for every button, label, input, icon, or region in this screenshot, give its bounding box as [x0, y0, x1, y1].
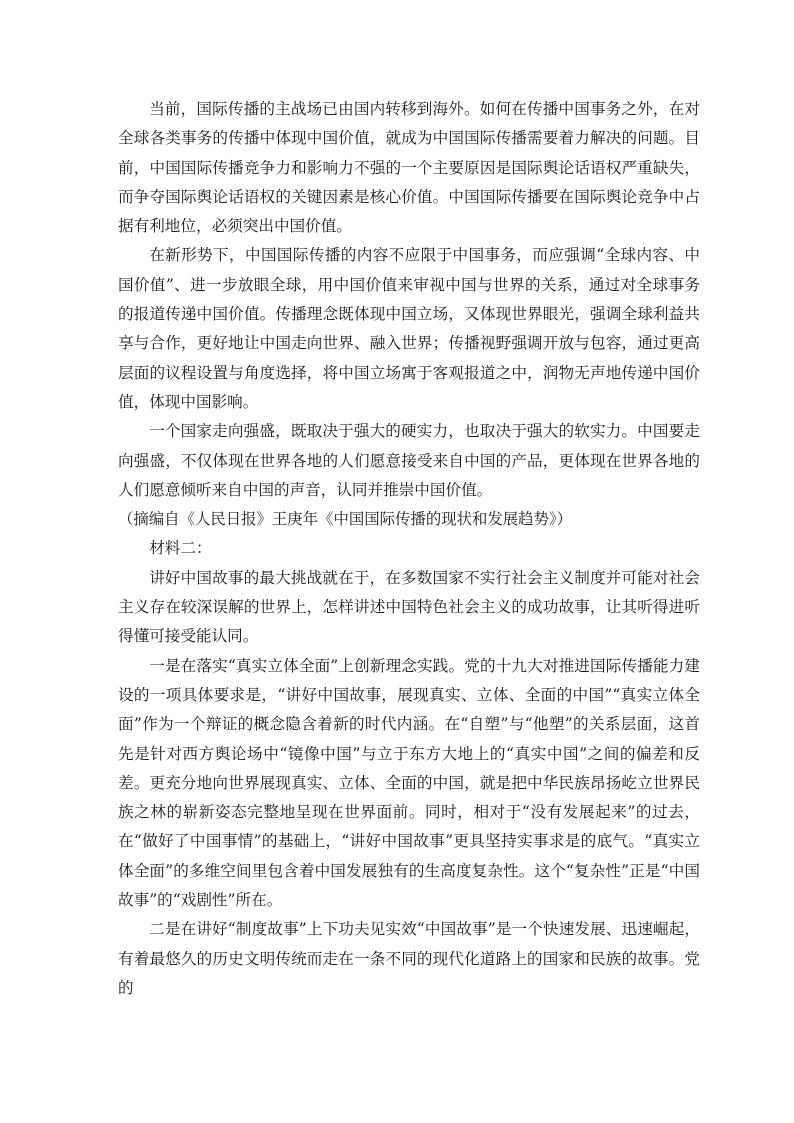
paragraph-international-communication: 当前，国际传播的主战场已由国内转移到海外。如何在传播中国事务之外，在对全球各类事务的传播中体现中国价值，就成为中国国际传播需要着力解决的问题。目前，中国国际传播竞争力和影响力不强的一个主要原因是国际舆论话语权严重缺失，而争夺国际舆论话语权的关键因素是核心价值。中国国际传播要在国际舆论竞争中占据有利地位，必须突出中国价值。 [118, 100, 700, 236]
paragraph-new-situation: 在新形势下，中国国际传播的内容不应限于中国事务，而应强调“全球内容、中国价值”、进一步放眼全球，用中国价值来审视中国与世界的关系，通过对全球事务的报道传递中国价值。传播理念既体现中国立场，又体现世界眼光，强调全球利益共享与合作，更好地让中国走向世界、融入世界；传播视野强调开放与包容，通过更高层面的议程设置与角度选择，将中国立场寓于客观报道之中，润物无声地传递中国价值，体现中国影响。 [118, 246, 700, 411]
paragraph-point-one: 一是在落实“真实立体全面”上创新理念实践。党的十九大对推进国际传播能力建设的一项具体要求是，“讲好中国故事，展现真实、立体、全面的中国”“真实立体全面”作为一个辩证的概念隐含着新的时代内涵。在“自塑”与“他塑”的关系层面，这首先是针对西方舆论场中“镜像中国”与立于东方大地上的“真实中国”之间的偏差和反差。更充分地向世界展现真实、立体、全面的中国，就是把中华民族昂扬屹立世界民族之林的崭新姿态完整地呈现在世界面前。同时，相对于“没有发展起来”的过去，在“做好了中国事情”的基础上，“讲好中国故事”更具坚持实事求是的底气。“真实立体全面”的多维空间里包含着中国发展独有的生高度复杂性。这个“复杂性”正是“中国故事”的“戏剧性”所在。 [118, 656, 700, 910]
source-citation: （摘编自《人民日报》王庚年《中国国际传播的现状和发展趋势》） [118, 510, 573, 529]
paragraph-point-two: 二是在讲好“制度故事”上下功夫见实效“中国故事”是一个快速发展、迅速崛起，有着最悠久的历史文明传统而走在一条不同的现代化道路上的国家和民族的故事。党的 [118, 920, 700, 997]
material-two-label: 材料二： [149, 539, 212, 558]
document-body [118, 95, 700, 1003]
paragraph-national-strength: 一个国家走向强盛，既取决于强大的硬实力，也取决于强大的软实力。中国要走向强盛，不仅体现在世界各地的人们愿意接受来自中国的产品，更体现在世界各地的人们愿意倾听来自中国的声音，认同并推崇中国价值。 [118, 422, 700, 499]
paragraph-biggest-challenge: 讲好中国故事的最大挑战就在于，在多数国家不实行社会主义制度并可能对社会主义存在较深误解的世界上，怎样讲述中国特色社会主义的成功故事，让其听得进听得懂可接受能认同。 [118, 568, 700, 646]
